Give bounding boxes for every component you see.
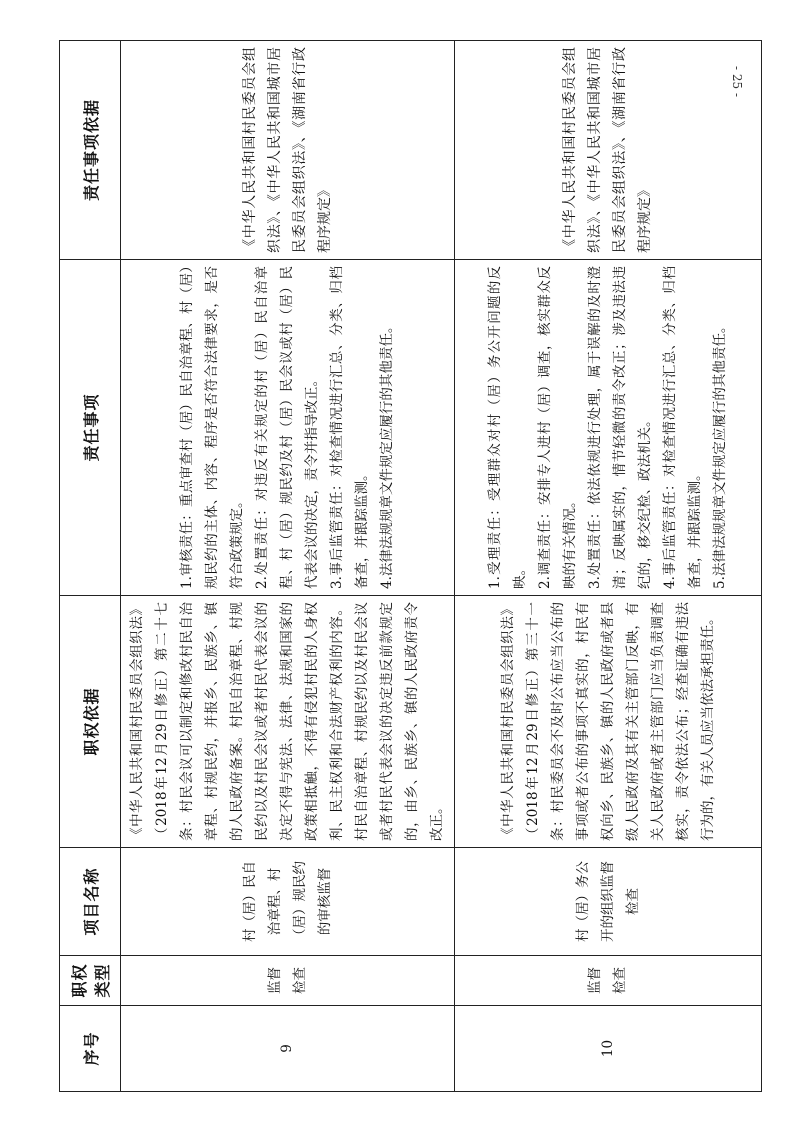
duty-item: 2.调查责任：安排专人进村（居）调查，核实群众反映的有关情况。 <box>537 266 578 589</box>
duty-item: 3.处置责任：依法依规进行处理，属于误解的及时澄清；反映属实的，情节轻微的责令改正；涉及违法违纪的，移交纪检、政法机关。 <box>587 266 653 589</box>
row-name: 村（居）务公开的组织监督检查 <box>455 848 762 956</box>
header-type: 职权类型 <box>60 956 121 1006</box>
duty-item: 4.法律法规规章文件规定应履行的其他责任。 <box>379 319 395 589</box>
row-duties <box>121 260 455 596</box>
row-type: 监督检查 <box>121 956 455 1006</box>
row-duties <box>455 260 762 596</box>
row-law: 《中华人民共和国村民委员会组织法》、《中华人民共和国城市居民委员会组织法》、《湖南省行政程序规定》 <box>455 41 762 260</box>
responsibility-table <box>59 40 762 1092</box>
row-law: 《中华人民共和国村民委员会组织法》、《中华人民共和国城市居民委员会组织法》、《湖南省行政程序规定》 <box>121 41 455 260</box>
header-law: 责任事项依据 <box>60 41 121 260</box>
table-row <box>455 41 762 1092</box>
header-seq: 序号 <box>60 1006 121 1092</box>
duty-item: 1.受理责任：受理群众对村（居）务公开问题的反映。 <box>487 266 528 589</box>
header-name: 项目名称 <box>60 848 121 956</box>
duty-item: 3.事后监管责任：对检查情况进行汇总、分类、归档备查，并跟踪监测。 <box>329 266 370 589</box>
row-seq: 10 <box>455 1006 762 1092</box>
row-seq: 9 <box>121 1006 455 1092</box>
table-row <box>121 41 455 1092</box>
row-basis: 《中华人民共和国村民委员会组织法》（2018年12月29日修正）第二十七条：村民会议可以制定和修改村民自治章程、村规民约，并报乡、民族乡、镇的人民政府备案。村民自治章程、村规民约以及村民会议或者村民代表会议的决定不得与宪法、法律、法规和国家的政策相抵触，不得有侵犯村民的人身权利、民主权利和合法财产权利的内容。村民自治章程、村规民约以及村民会议或者村民代表会议的决定违反前款规定的，由乡、民族乡、镇的人民政府责令改正。 <box>121 596 455 848</box>
header-duties: 责任事项 <box>60 260 121 596</box>
row-name: 村（居）民自治章程、村（居）规民约的审核监督 <box>121 848 455 956</box>
page-number: - 25 - <box>730 66 744 98</box>
rotated-document-body <box>59 41 727 1092</box>
row-basis: 《中华人民共和国村民委员会组织法》（2018年12月29日修正）第三十一条：村民委员会不及时公布应当公布的事项或者公布的事项不真实的，村民有权向乡、民族乡、镇的人民政府或者县级人民政府及其有关主管部门反映，有关人民政府或者主管部门应当负责调查核实，责令依法公布；经查证确有违法行为的，有关人员应当依法承担责任。 <box>455 596 762 848</box>
duty-item: 4.事后监管责任：对检查情况进行汇总、分类、归档备查，并跟踪监测。 <box>662 266 703 589</box>
duty-item: 2.处置责任：对违反有关规定的村（居）民自治章程、村（居）规民约及村（居）民会议或村（居）民代表会议的决定，责令并指导改正。 <box>254 266 320 589</box>
table-header-row <box>60 41 121 1092</box>
duty-item: 5.法律法规规章文件规定应履行的其他责任。 <box>712 319 728 589</box>
duty-item: 1.审核责任：重点审查村（居）民自治章程、村（居）规民约的主体、内容、程序是否符合法律要求，是否符合政策规定。 <box>179 266 245 589</box>
row-type: 监督检查 <box>455 956 762 1006</box>
header-basis: 职权依据 <box>60 596 121 848</box>
